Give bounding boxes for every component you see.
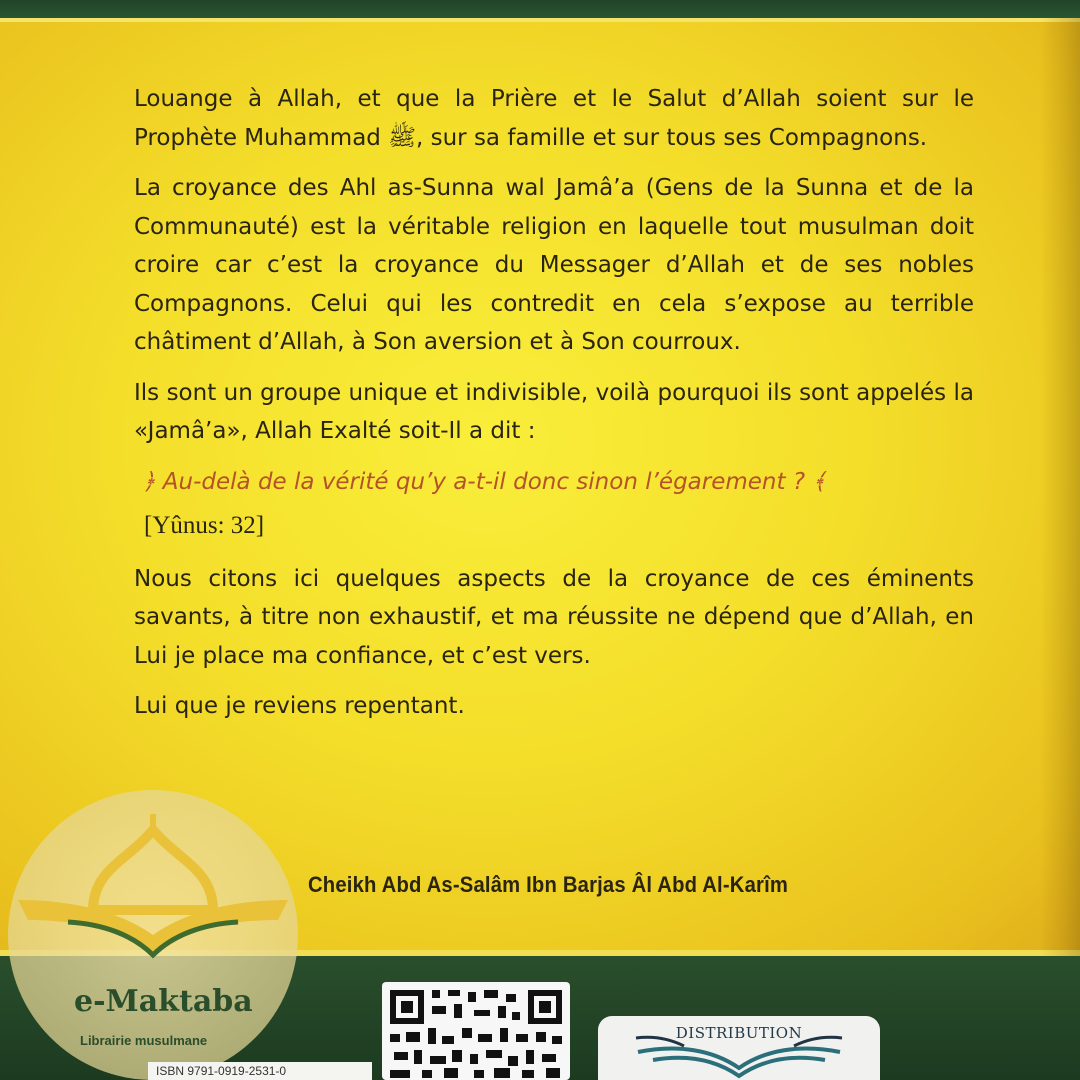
quran-quote: ﴿ Au-delà de la vérité qu’y a-t-il donc sinon l’égarement ? ﴾ bbox=[142, 468, 826, 495]
cover-fold-shadow bbox=[1040, 18, 1080, 956]
quran-reference: [Yûnus: 32] bbox=[144, 512, 265, 539]
qr-code-icon bbox=[382, 982, 570, 1080]
distribution-label: DISTRIBUTION bbox=[675, 1024, 803, 1042]
qr-code bbox=[382, 982, 570, 1080]
paragraph-praise: Louange à Allah, et que la Prière et le Salut d’Allah soient sur le Prophète Muhammad ﷺ, sur sa famille et sur tous ses Compagnons. bbox=[134, 86, 974, 151]
author-name: Cheikh Abd As-Salâm Ibn Barjas Âl Abd Al-Karîm bbox=[308, 872, 789, 897]
isbn-label: ISBN 9791-0919-2531-0 bbox=[148, 1062, 372, 1080]
paragraph-creed: La croyance des Ahl as-Sunna wal Jamâ’a (Gens de la Sunna et de la Communauté) est la véritable religion en laquelle tout musulman doit croire car c’est la croyance du Messager d’Allah et de ses nobles Compagnons. Celui qui les contredit en cela s’expose au terrible châtiment d’Allah, à Son aversion et à Son courroux. bbox=[134, 175, 974, 355]
logo-subtitle: Librairie musulmane bbox=[80, 1033, 208, 1048]
logo-name: e-Maktaba bbox=[74, 984, 253, 1019]
back-cover-text bbox=[134, 80, 974, 738]
paragraph-aspects: Nous citons ici quelques aspects de la croyance de ces éminents savants, à titre non exhaustif, et ma réussite ne dépend que d’Allah, en Lui je place ma confiance, et c’est vers. bbox=[134, 565, 974, 669]
open-book-wings-icon bbox=[598, 1016, 880, 1080]
distribution-badge bbox=[598, 1016, 880, 1080]
paragraph-closing: Lui que je reviens repentant. bbox=[134, 693, 465, 719]
e-maktaba-logo bbox=[8, 790, 298, 1080]
paragraph-group: Ils sont un groupe unique et indivisible, voilà pourquoi ils sont appelés la «Jamâ’a», Allah Exalté soit-Il a dit : bbox=[134, 379, 974, 444]
